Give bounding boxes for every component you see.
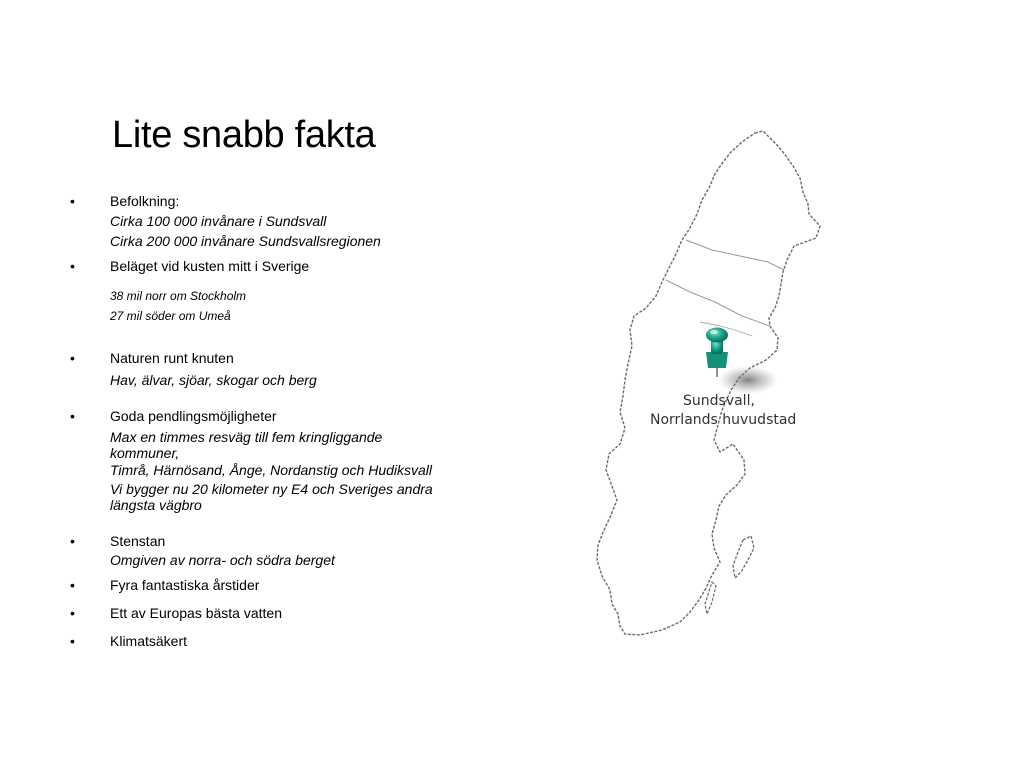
- sub-item: 38 mil norr om Stockholm: [110, 289, 247, 303]
- sub-item: Hav, älvar, sjöar, skogar och berg: [110, 372, 317, 388]
- pin-shadow: [718, 366, 778, 394]
- bullet-location: Beläget vid kusten mitt i Sverige: [110, 258, 310, 274]
- sub-item: Timrå, Härnösand, Ånge, Nordanstig och Hudiksvall: [110, 462, 433, 478]
- bullet-marker: •: [70, 350, 75, 366]
- map-label-subtitle: Norrlands huvudstad: [650, 412, 797, 428]
- bullet-nature: Naturen runt knuten: [110, 350, 234, 366]
- bullet-climate: Klimatsäkert: [110, 633, 188, 649]
- sub-item: Max en timmes resväg till fem kringliggande kommuner,: [110, 429, 383, 461]
- slide-title: Lite snabb fakta: [112, 114, 376, 156]
- bullet-marker: •: [70, 577, 75, 593]
- sub-item: Omgiven av norra- och södra berget: [110, 552, 335, 568]
- bullet-seasons: Fyra fantastiska årstider: [110, 577, 260, 593]
- bullet-marker: •: [70, 533, 75, 549]
- sub-item: Cirka 100 000 invånare i Sundsvall: [110, 213, 327, 229]
- bullet-befolkning: Befolkning:: [110, 193, 180, 209]
- region-border: [686, 240, 784, 270]
- bullet-marker: •: [70, 605, 75, 621]
- bullet-marker: •: [70, 258, 75, 274]
- bullet-marker: •: [70, 408, 75, 424]
- bullet-commute: Goda pendlingsmöjligheter: [110, 408, 277, 424]
- region-border: [666, 280, 770, 326]
- sweden-outline: [597, 131, 820, 635]
- sub-item: Vi bygger nu 20 kilometer ny E4 och Sveriges andra längsta vägbro: [110, 481, 433, 513]
- bullet-stenstan: Stenstan: [110, 533, 166, 549]
- map-pin-icon: [706, 328, 728, 378]
- sub-item: Cirka 200 000 invånare Sundsvallsregionen: [110, 233, 381, 249]
- gotland-outline: [733, 536, 754, 578]
- sub-item: 27 mil söder om Umeå: [110, 309, 231, 323]
- oland-outline: [705, 582, 716, 614]
- bullet-water: Ett av Europas bästa vatten: [110, 605, 282, 621]
- map-label-city: Sundsvall,: [683, 393, 755, 409]
- bullet-marker: •: [70, 633, 75, 649]
- bullet-marker: •: [70, 193, 75, 209]
